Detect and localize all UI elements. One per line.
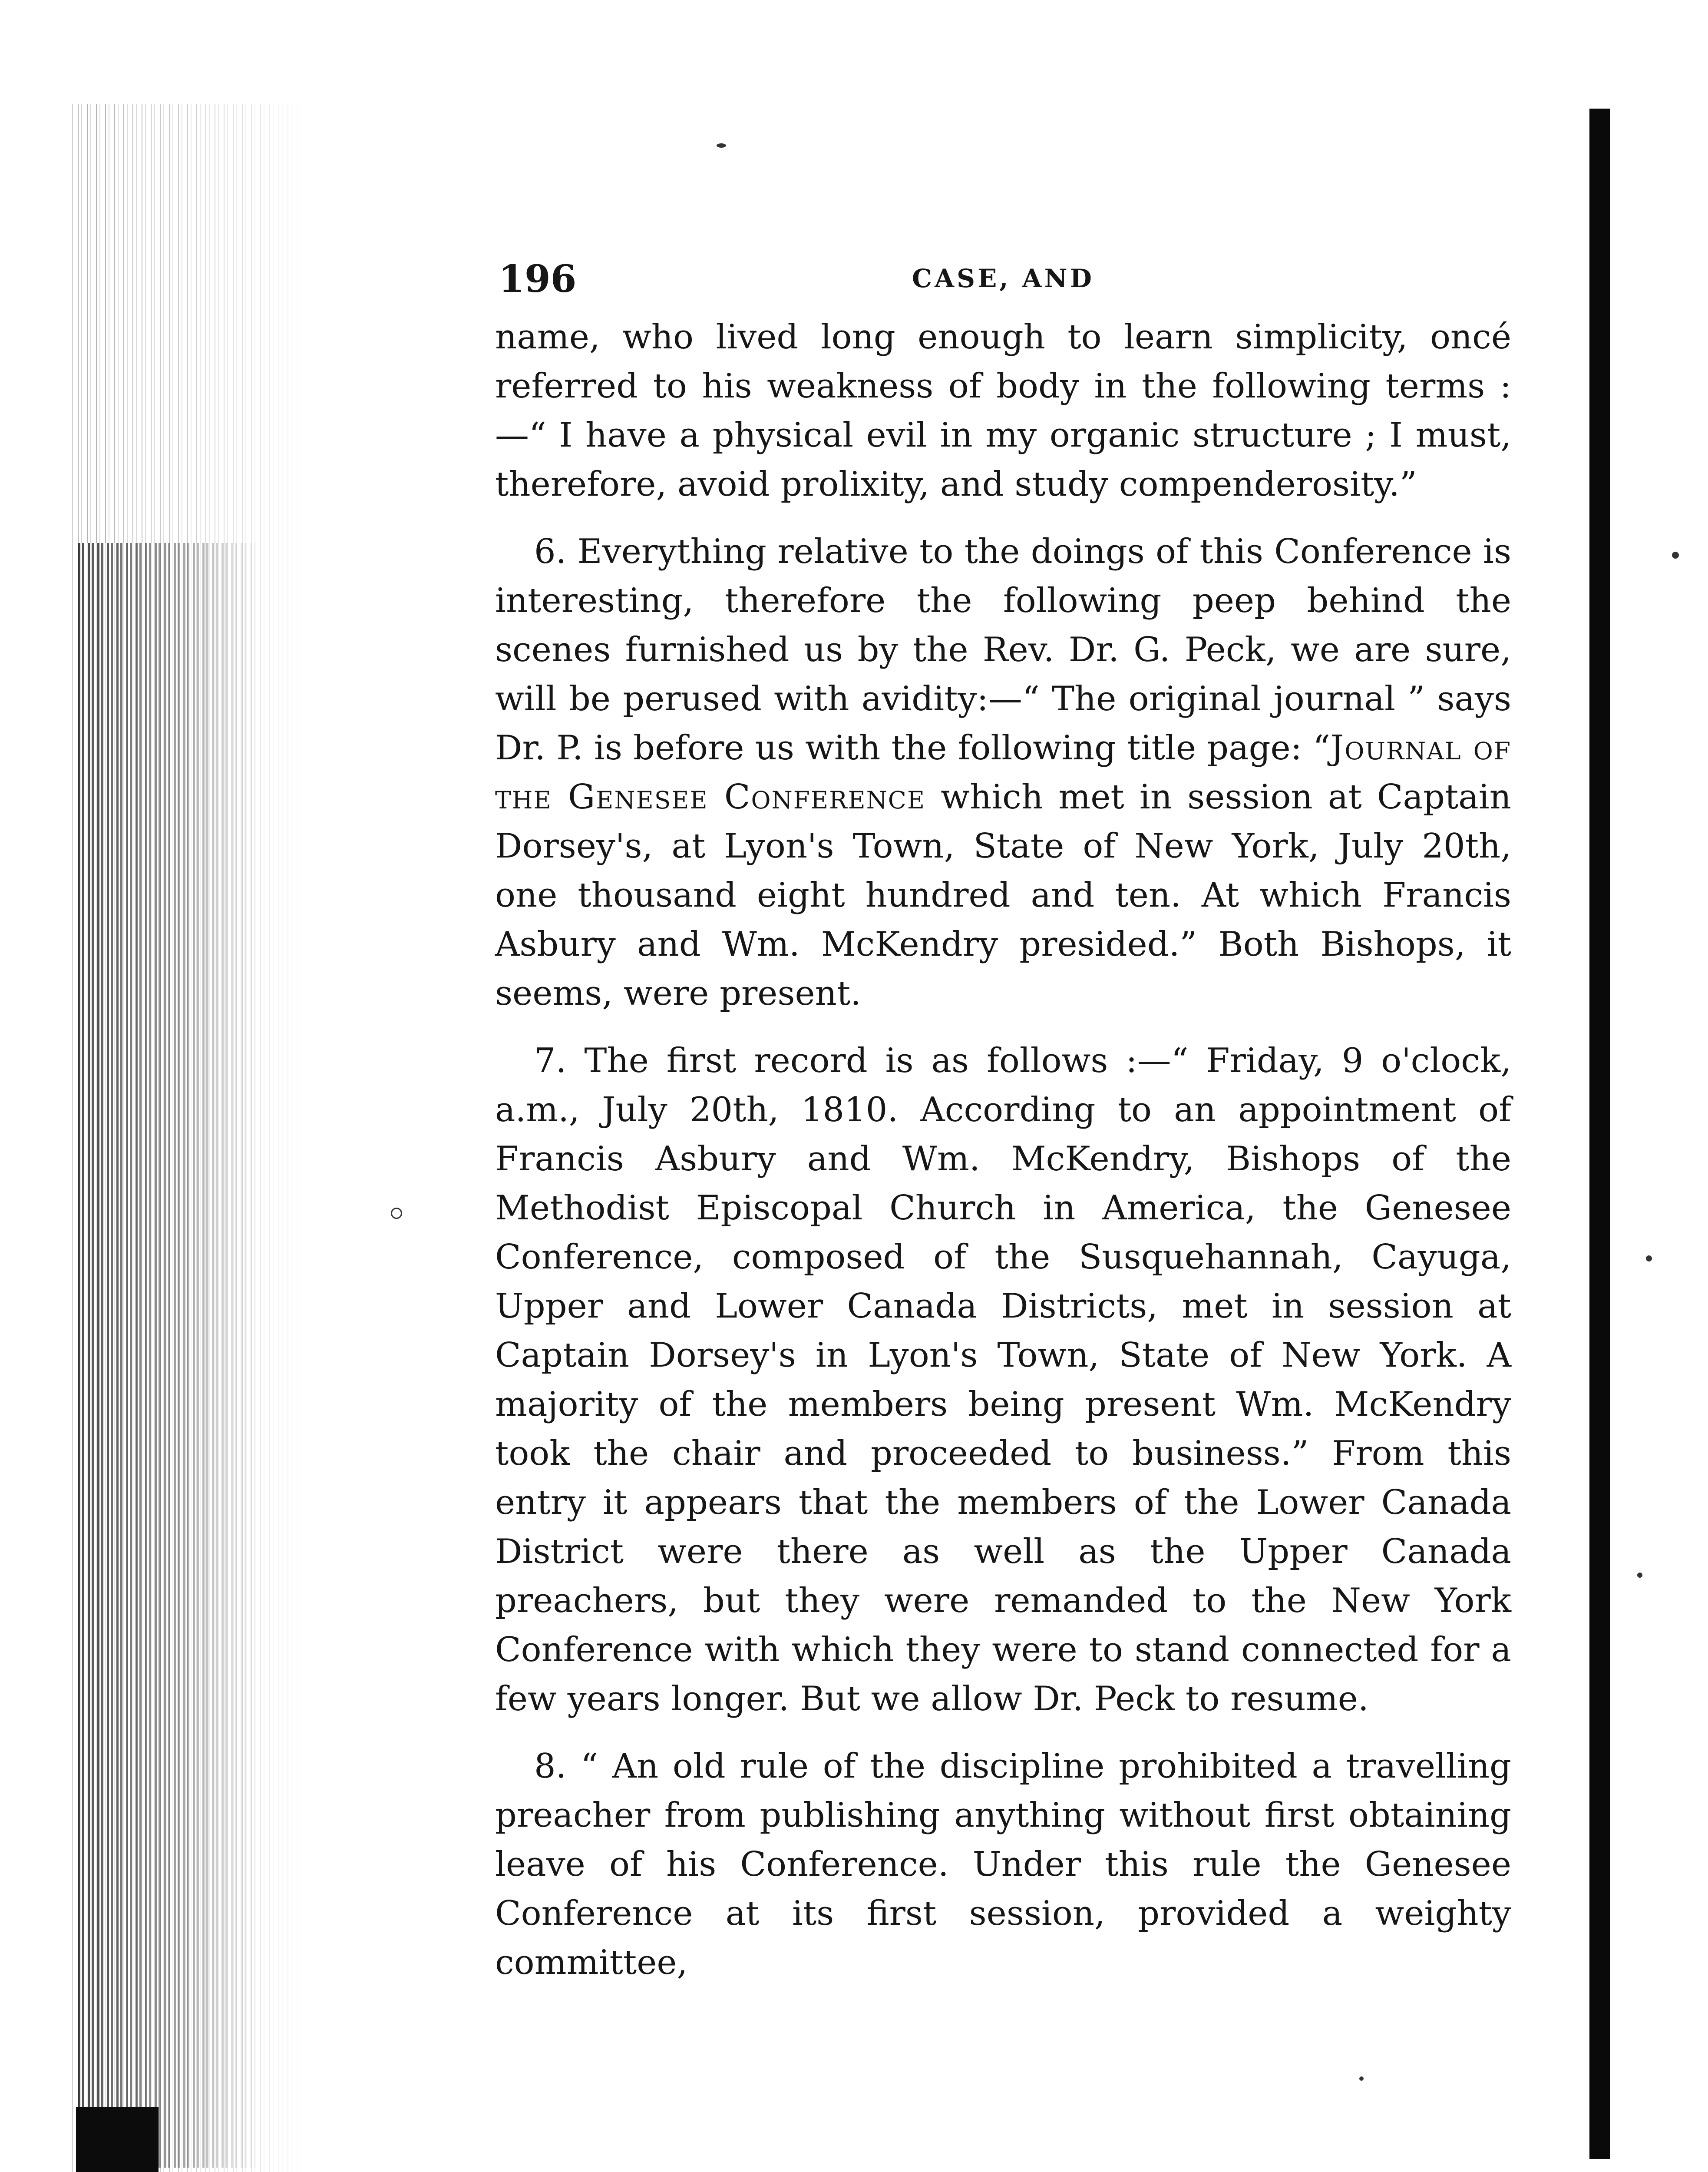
scan-speck [1672,552,1679,559]
right-edge-bar [1589,109,1610,2159]
paragraph-7: 7. The first record is as follows :—“ Friday, 9 o'clock, a.m., July 20th, 1810. According to an appointment of Francis Asbury and Wm. McKendry, Bishops of the Methodist Episcopal Church in America, the Genesee Conference, composed of the Susquehannah, Cayuga, Upper and Lower Canada Districts, met in session at Captain Dorsey's in Lyon's Town, State of New York. A majority of the members being present Wm. McKendry took the chair and proceeded to business.” From this entry it appears that the members of the Lower Canada District were there as well as the Upper Canada preachers, but they were remanded to the New York Conference with which they were to stand connected for a few years longer. But we allow Dr. Peck to resume. [495,1041,1511,1718]
scan-speck [1359,2076,1364,2081]
paragraph-6-text-a: 6. Everything relative to the doings of this Conference is interesting, therefore the following peep behind the scenes furnished us by the Rev. Dr. G. Peck, we are sure, will be perused with avidity:—“ The original journal ” says Dr. P. is before us with the following title page: “ [495,532,1511,768]
page-number: 196 [499,257,577,301]
binding-gutter-dark-scan [78,543,261,2168]
journal-title-small-caps: Journal of the Genesee Conference [495,728,1511,817]
scan-speck [1637,1573,1642,1578]
scan-speck [1646,1255,1652,1261]
paragraph-6-text-b: which met in session at Captain Dorsey's, at Lyon's Town, State of New York, July 20th, one thousand eight hundred and ten. At which Francis Asbury and Wm. McKendry presided.” Both Bishops, it seems, were present. [495,778,1511,1013]
scan-speck [717,143,726,148]
page-body [495,313,1511,1987]
paragraph-continued: name, who lived long enough to learn simplicity, oncé referred to his weakness of body in the following terms :—“ I have a physical evil in my organic structure ; I must, therefore, avoid prolixity, and study compenderosity.” [495,318,1511,504]
paragraph-8: 8. “ An old rule of the discipline prohibited a travelling preacher from publishing anything without first obtaining leave of his Conference. Under this rule the Genesee Conference at its first session, provided a weighty committee, [495,1747,1511,1982]
page-header [495,257,1511,313]
paragraph-6 [495,527,1511,1018]
binding-gutter-block [76,2107,159,2172]
book-page [495,257,1511,2006]
scan-speck [391,1208,402,1219]
running-head: CASE, AND [912,264,1094,293]
